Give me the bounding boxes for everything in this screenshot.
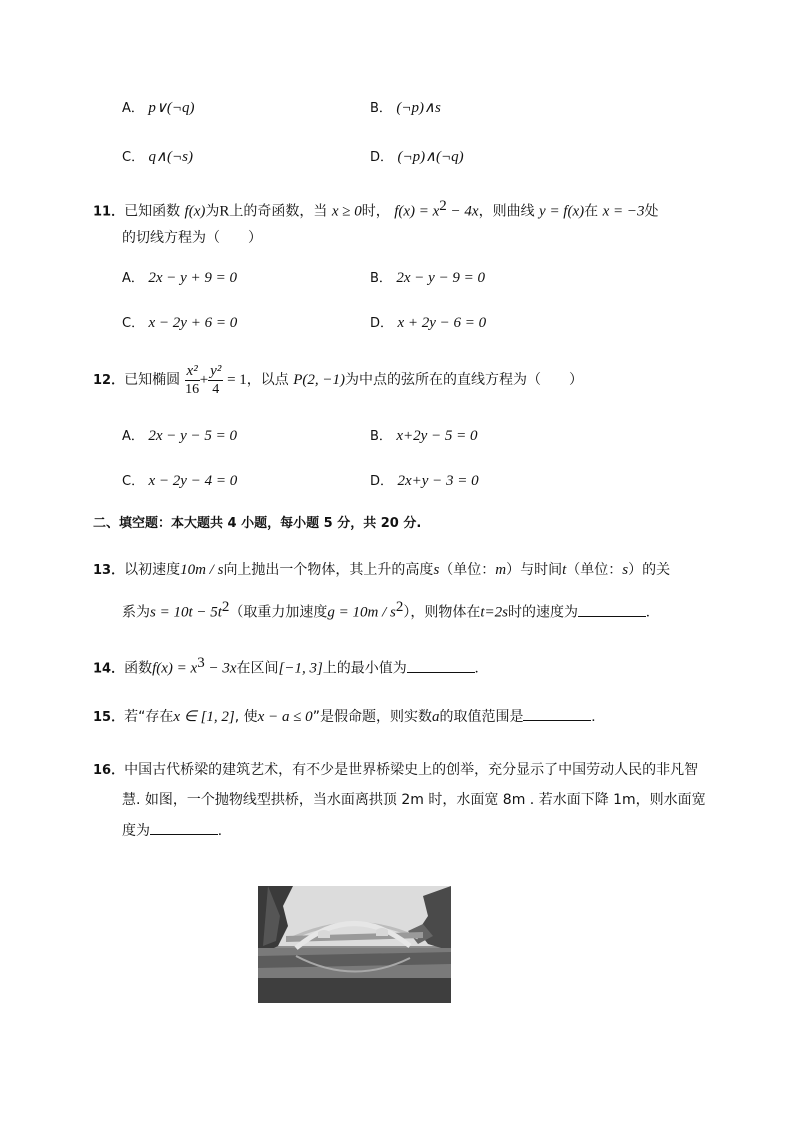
q11-stem-line2: 的切线方程为（ ）	[122, 230, 262, 246]
q16-answer-blank[interactable]	[150, 820, 218, 835]
q12-fraction-y: $\frac{\text{y²}}{4}$	[210, 362, 222, 397]
q12-option-c: C． x − 2y − 4 = 0	[122, 473, 238, 489]
q12-fraction-x: $\frac{\text{x²}}{16}$	[185, 362, 200, 397]
q15-stem: 15．若“存在x ∈ [1, 2], 使x − a ≤ 0”是假命题，则实数a的取值范围是 .	[93, 706, 595, 728]
q12-option-d: D． 2x+y − 3 = 0	[370, 473, 479, 489]
arch-bridge-photo	[258, 886, 451, 1003]
q10-option-b: B． (¬p)∧s	[370, 100, 441, 116]
q12-option-a: A． 2x − y − 5 = 0	[122, 428, 238, 444]
q12-option-b: B． x+2y − 5 = 0	[370, 428, 478, 444]
q16-stem-line1: 16．中国古代桥梁的建筑艺术，有不少是世界桥梁史上的创举，充分显示了中国劳动人民的非凡智	[93, 762, 699, 778]
q16-stem-line3: 度为 .	[122, 820, 222, 841]
q11-option-d: D． x + 2y − 6 = 0	[370, 315, 487, 331]
q11-option-b: B． 2x − y − 9 = 0	[370, 270, 486, 286]
q12-stem: 12．已知椭圆 $\frac{\text{x²}}{16}$ + $\frac{\text{y²}}{4}$ = 1，以点 P(2, −1)为中点的弦所在的直线方程为（ ）	[93, 362, 584, 397]
q13-answer-blank[interactable]	[578, 602, 646, 617]
q10-option-d: D． (¬p)∧(¬q)	[370, 149, 464, 165]
q11-option-c: C． x − 2y + 6 = 0	[122, 315, 238, 331]
q13-stem-line2: 系为$s = 10t - 5t^2$（取重力加速度$g = 10m / s^2$），则物体在t=2s时的速度为 .	[122, 599, 650, 621]
q14-answer-blank[interactable]	[407, 658, 475, 673]
q13-stem-line1: 13．以初速度10m / s向上抛出一个物体，其上升的高度s（单位：m）与时间t（单位：s）的关	[93, 562, 671, 578]
q11-stem-line1: 11．已知函数 f(x)为R上的奇函数，当 x ≥ 0时， $f(x) = x^2 - 4x$，则曲线 y = f(x)在 x = −3处	[93, 198, 659, 220]
section-fill-in-heading: 二、填空题：本大题共 4 小题，每小题 5 分，共 20 分.	[93, 516, 422, 531]
q14-stem: 14．函数$f(x) = x^3 - 3x$在区间[−1, 3]上的最小值为 .	[93, 655, 479, 677]
q10-option-c: C． q∧(¬s)	[122, 149, 193, 165]
q16-stem-line2: 慧. 如图，一个抛物线型拱桥，当水面离拱顶 2m 时，水面宽 8m . 若水面下降 1m，则水面宽	[122, 792, 706, 808]
q10-option-a: A． p∨(¬q)	[122, 100, 195, 116]
q11-option-a: A． 2x − y + 9 = 0	[122, 270, 238, 286]
q15-answer-blank[interactable]	[523, 706, 591, 721]
